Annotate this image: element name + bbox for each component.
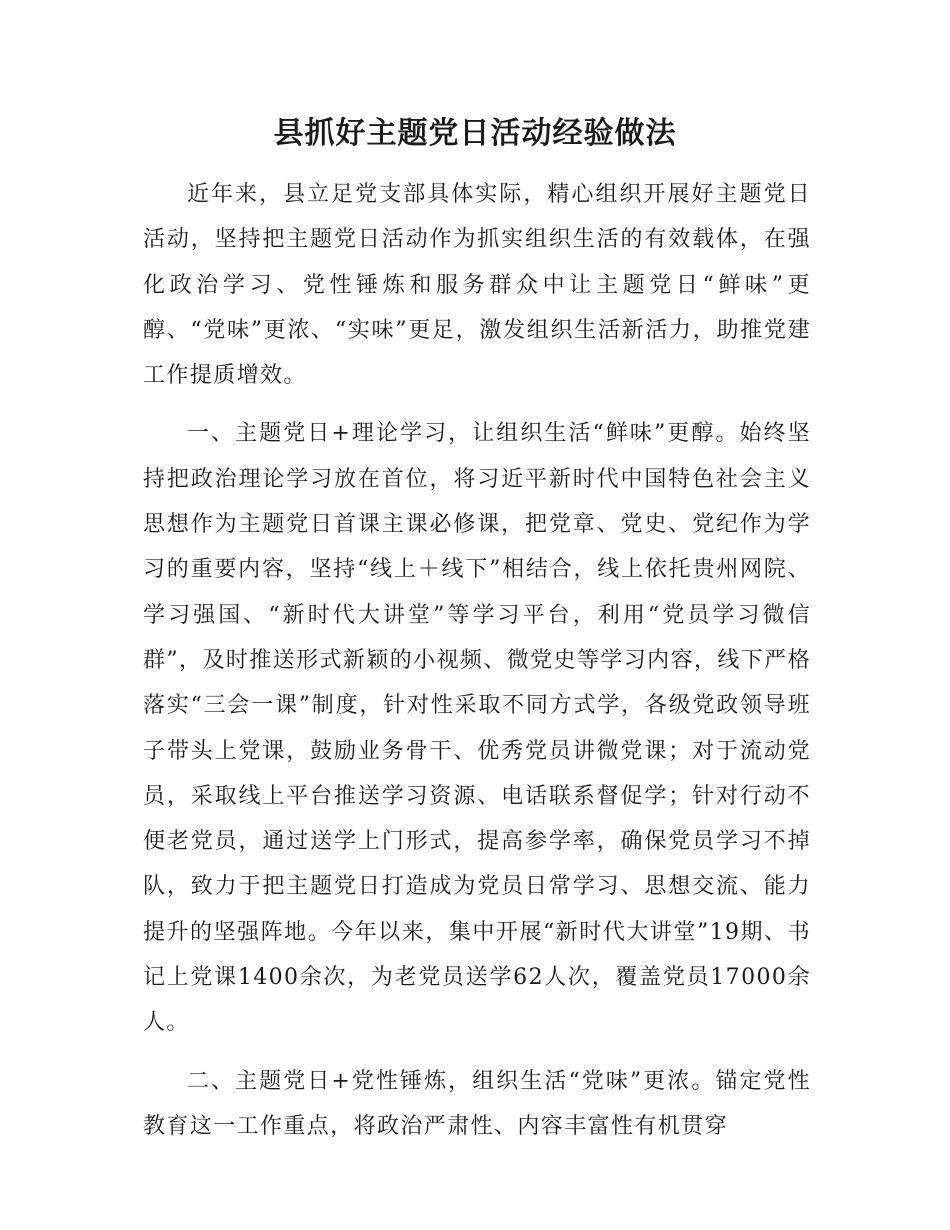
paragraph-section-1: 一、主题党日+理论学习，让组织生活“鲜味”更醇。始终坚持把政治理论学习放在首位，将习近平新时代中国特色社会主义思想作为主题党日首课主课必修课，把党章、党史、党纪作为学习的重要内容，坚持“线上＋线下”相结合，线上依托贵州网院、学习强国、“新时代大讲堂”等学习平台，利用“党员学习微信群”，及时推送形式新颖的小视频、微党史等学习内容，线下严格落实“三会一课”制度，针对性采取不同方式学，各级党政领导班子带头上党课，鼓励业务骨干、优秀党员讲微党课；对于流动党员，采取线上平台推送学习资源、电话联系督促学；针对行动不便老党员，通过送学上门形式，提高参学率，确保党员学习不掉队，致力于把主题党日打造成为党员日常学习、思想交流、能力提升的坚强阵地。今年以来，集中开展“新时代大讲堂”19期、书记上党课1400余次，为老党员送学62人次，覆盖党员17000余人。 (143, 421, 811, 1036)
document-body (143, 172, 811, 1162)
paragraph-intro: 近年来，县立足党支部具体实际，精心组织开展好主题党日活动，坚持把主题党日活动作为抓实组织生活的有效载体，在强化政治学习、党性锤炼和服务群众中让主题党日“鲜味”更醇、“党味”更浓、“实味”更足，激发组织生活新活力，助推党建工作提质增效。 (143, 182, 811, 389)
paragraph-section-2: 二、主题党日+党性锤炼，组织生活“党味”更浓。锚定党性教育这一工作重点，将政治严肃性、内容丰富性有机贯穿 (143, 1068, 811, 1139)
document-title: 县抓好主题党日活动经验做法 (273, 116, 677, 151)
